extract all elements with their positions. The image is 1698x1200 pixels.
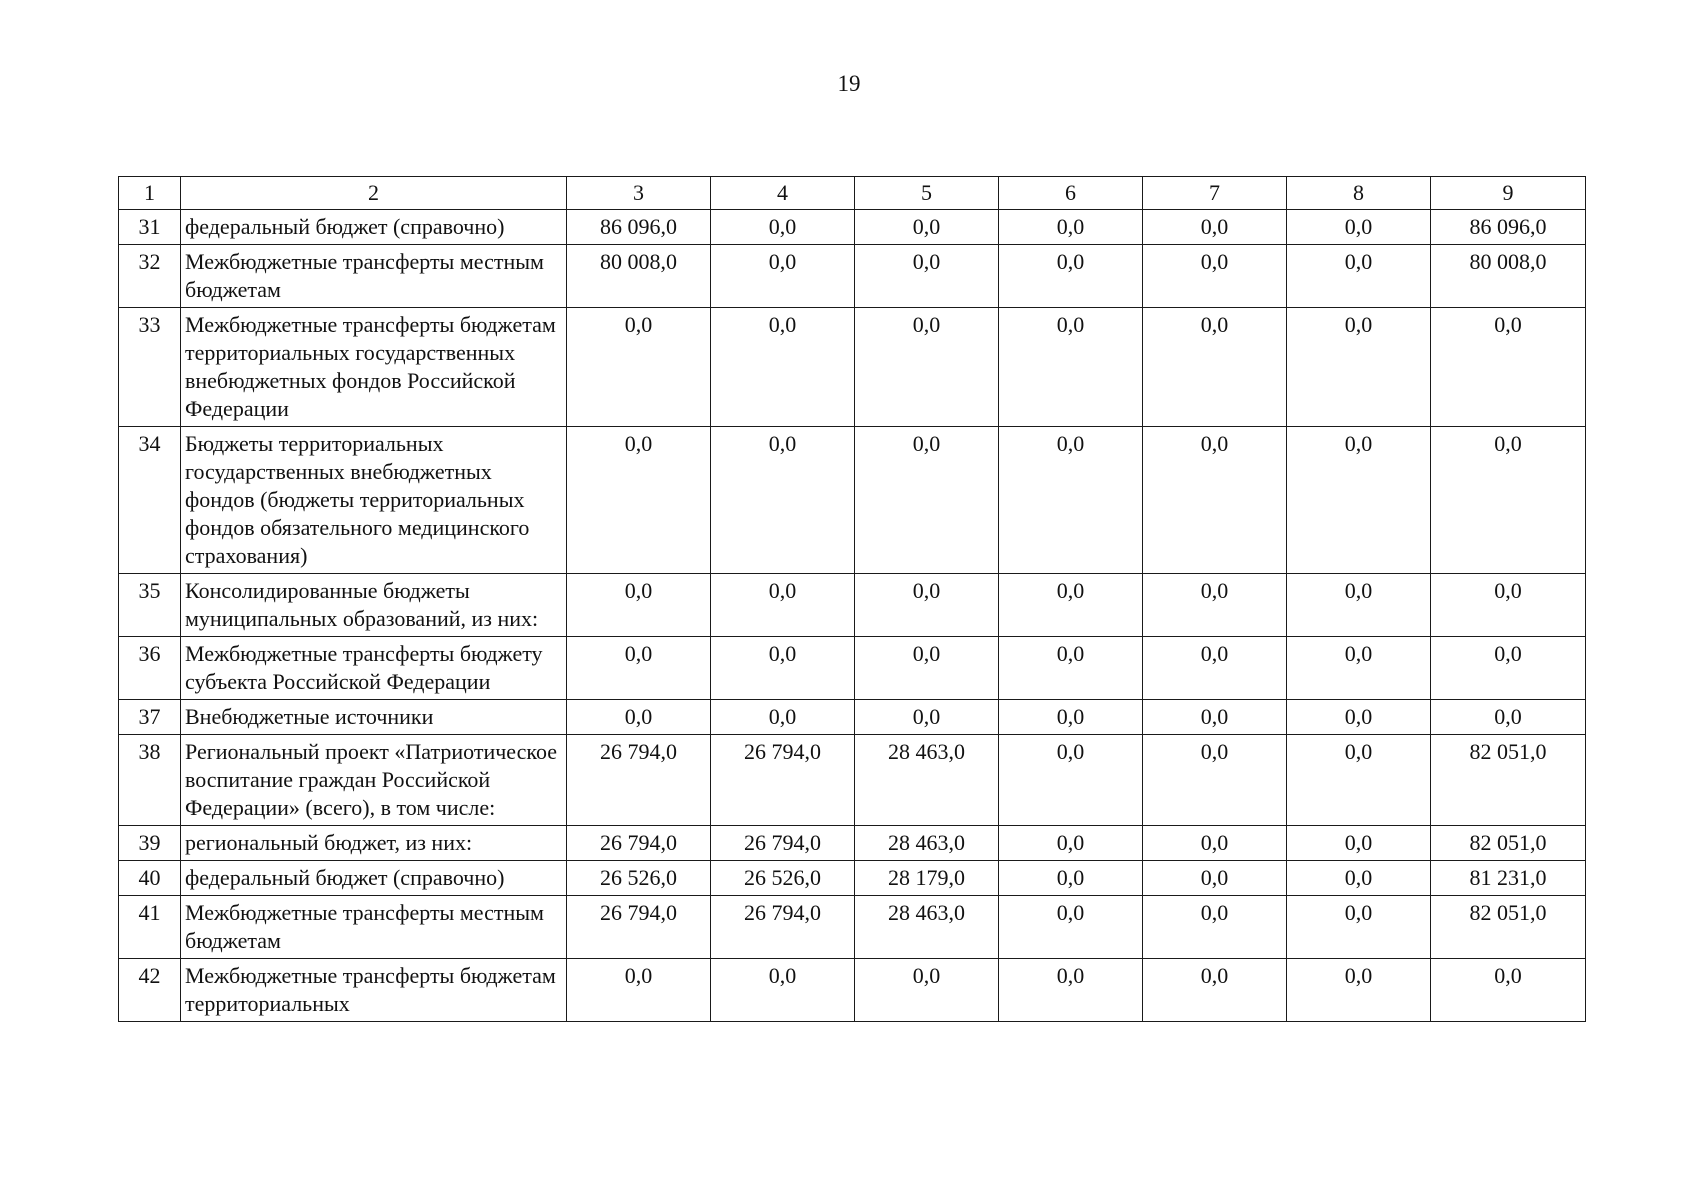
value-cell: 0,0 — [1287, 861, 1431, 896]
row-label: Межбюджетные трансферты бюджету субъекта Российской Федерации — [181, 637, 567, 700]
value-cell: 0,0 — [1431, 959, 1586, 1022]
value-cell: 28 463,0 — [855, 896, 999, 959]
row-number: 32 — [119, 245, 181, 308]
value-cell: 0,0 — [1143, 959, 1287, 1022]
value-cell: 0,0 — [999, 700, 1143, 735]
column-header: 7 — [1143, 177, 1287, 210]
row-label: Межбюджетные трансферты местным бюджетам — [181, 896, 567, 959]
value-cell: 0,0 — [1143, 826, 1287, 861]
table-row — [119, 826, 1586, 861]
value-cell: 26 794,0 — [567, 826, 711, 861]
value-cell: 0,0 — [999, 959, 1143, 1022]
value-cell: 0,0 — [1143, 861, 1287, 896]
value-cell: 0,0 — [1143, 574, 1287, 637]
value-cell: 26 794,0 — [711, 826, 855, 861]
table-row — [119, 700, 1586, 735]
row-label: Консолидированные бюджеты муниципальных образований, из них: — [181, 574, 567, 637]
table-row — [119, 245, 1586, 308]
value-cell: 0,0 — [999, 210, 1143, 245]
row-label: Региональный проект «Патриотическое воспитание граждан Российской Федерации» (всего), в том числе: — [181, 735, 567, 826]
value-cell: 0,0 — [855, 574, 999, 637]
table-body — [119, 210, 1586, 1022]
row-number: 33 — [119, 308, 181, 427]
value-cell: 26 794,0 — [711, 735, 855, 826]
column-header: 4 — [711, 177, 855, 210]
value-cell: 0,0 — [711, 427, 855, 574]
row-label: Бюджеты территориальных государственных внебюджетных фондов (бюджеты территориальных фондов обязательного медицинского страхования) — [181, 427, 567, 574]
value-cell: 26 794,0 — [567, 896, 711, 959]
column-header: 6 — [999, 177, 1143, 210]
row-number: 31 — [119, 210, 181, 245]
column-header: 8 — [1287, 177, 1431, 210]
row-number: 37 — [119, 700, 181, 735]
value-cell: 0,0 — [855, 308, 999, 427]
value-cell: 0,0 — [1431, 637, 1586, 700]
value-cell: 0,0 — [567, 959, 711, 1022]
row-label: Межбюджетные трансферты бюджетам территориальных государственных внебюджетных фондов Российской Федерации — [181, 308, 567, 427]
value-cell: 0,0 — [567, 637, 711, 700]
value-cell: 0,0 — [999, 637, 1143, 700]
row-label: Межбюджетные трансферты бюджетам территориальных — [181, 959, 567, 1022]
column-header: 2 — [181, 177, 567, 210]
table-row — [119, 959, 1586, 1022]
value-cell: 80 008,0 — [567, 245, 711, 308]
value-cell: 0,0 — [1287, 896, 1431, 959]
value-cell: 0,0 — [1287, 637, 1431, 700]
row-number: 36 — [119, 637, 181, 700]
value-cell: 28 463,0 — [855, 826, 999, 861]
value-cell: 81 231,0 — [1431, 861, 1586, 896]
value-cell: 0,0 — [855, 210, 999, 245]
value-cell: 86 096,0 — [567, 210, 711, 245]
table-row — [119, 574, 1586, 637]
value-cell: 0,0 — [1287, 308, 1431, 427]
value-cell: 0,0 — [711, 210, 855, 245]
value-cell: 82 051,0 — [1431, 735, 1586, 826]
value-cell: 0,0 — [567, 700, 711, 735]
value-cell: 0,0 — [711, 959, 855, 1022]
value-cell: 0,0 — [711, 574, 855, 637]
table-row — [119, 896, 1586, 959]
value-cell: 0,0 — [855, 245, 999, 308]
value-cell: 0,0 — [711, 245, 855, 308]
value-cell: 0,0 — [1431, 308, 1586, 427]
row-label: Внебюджетные источники — [181, 700, 567, 735]
value-cell: 0,0 — [567, 574, 711, 637]
table-row — [119, 637, 1586, 700]
row-label: Межбюджетные трансферты местным бюджетам — [181, 245, 567, 308]
row-number: 38 — [119, 735, 181, 826]
budget-table — [118, 176, 1586, 1022]
value-cell: 26 794,0 — [567, 735, 711, 826]
value-cell: 0,0 — [1143, 427, 1287, 574]
row-number: 42 — [119, 959, 181, 1022]
value-cell: 0,0 — [999, 574, 1143, 637]
row-number: 34 — [119, 427, 181, 574]
value-cell: 0,0 — [1143, 637, 1287, 700]
table-row — [119, 861, 1586, 896]
value-cell: 0,0 — [855, 700, 999, 735]
value-cell: 0,0 — [999, 245, 1143, 308]
value-cell: 0,0 — [1287, 245, 1431, 308]
value-cell: 0,0 — [1143, 308, 1287, 427]
value-cell: 0,0 — [1287, 959, 1431, 1022]
column-header: 5 — [855, 177, 999, 210]
value-cell: 0,0 — [855, 959, 999, 1022]
value-cell: 86 096,0 — [1431, 210, 1586, 245]
row-label: федеральный бюджет (справочно) — [181, 861, 567, 896]
value-cell: 0,0 — [999, 427, 1143, 574]
value-cell: 0,0 — [1287, 735, 1431, 826]
table-row — [119, 210, 1586, 245]
value-cell: 0,0 — [711, 308, 855, 427]
value-cell: 0,0 — [1431, 427, 1586, 574]
table-row — [119, 308, 1586, 427]
value-cell: 0,0 — [855, 427, 999, 574]
value-cell: 0,0 — [711, 637, 855, 700]
value-cell: 0,0 — [1143, 210, 1287, 245]
value-cell: 26 526,0 — [567, 861, 711, 896]
header-row — [119, 177, 1586, 210]
value-cell: 0,0 — [1431, 700, 1586, 735]
value-cell: 0,0 — [855, 637, 999, 700]
value-cell: 82 051,0 — [1431, 826, 1586, 861]
row-label: федеральный бюджет (справочно) — [181, 210, 567, 245]
value-cell: 0,0 — [1287, 210, 1431, 245]
value-cell: 0,0 — [999, 308, 1143, 427]
value-cell: 80 008,0 — [1431, 245, 1586, 308]
value-cell: 0,0 — [1431, 574, 1586, 637]
value-cell: 28 463,0 — [855, 735, 999, 826]
value-cell: 0,0 — [1287, 826, 1431, 861]
value-cell: 0,0 — [567, 427, 711, 574]
value-cell: 0,0 — [999, 826, 1143, 861]
value-cell: 26 794,0 — [711, 896, 855, 959]
value-cell: 0,0 — [1287, 427, 1431, 574]
row-number: 41 — [119, 896, 181, 959]
value-cell: 82 051,0 — [1431, 896, 1586, 959]
value-cell: 0,0 — [999, 735, 1143, 826]
value-cell: 0,0 — [711, 700, 855, 735]
table-row — [119, 735, 1586, 826]
value-cell: 0,0 — [1143, 700, 1287, 735]
column-header: 9 — [1431, 177, 1586, 210]
column-header: 1 — [119, 177, 181, 210]
value-cell: 0,0 — [1287, 574, 1431, 637]
row-number: 35 — [119, 574, 181, 637]
page-number: 19 — [837, 71, 861, 96]
value-cell: 0,0 — [1143, 735, 1287, 826]
row-number: 39 — [119, 826, 181, 861]
value-cell: 0,0 — [999, 896, 1143, 959]
value-cell: 0,0 — [567, 308, 711, 427]
table-row — [119, 427, 1586, 574]
row-label: региональный бюджет, из них: — [181, 826, 567, 861]
row-number: 40 — [119, 861, 181, 896]
value-cell: 0,0 — [999, 861, 1143, 896]
value-cell: 26 526,0 — [711, 861, 855, 896]
value-cell: 0,0 — [1287, 700, 1431, 735]
value-cell: 0,0 — [1143, 245, 1287, 308]
value-cell: 0,0 — [1143, 896, 1287, 959]
value-cell: 28 179,0 — [855, 861, 999, 896]
column-header: 3 — [567, 177, 711, 210]
